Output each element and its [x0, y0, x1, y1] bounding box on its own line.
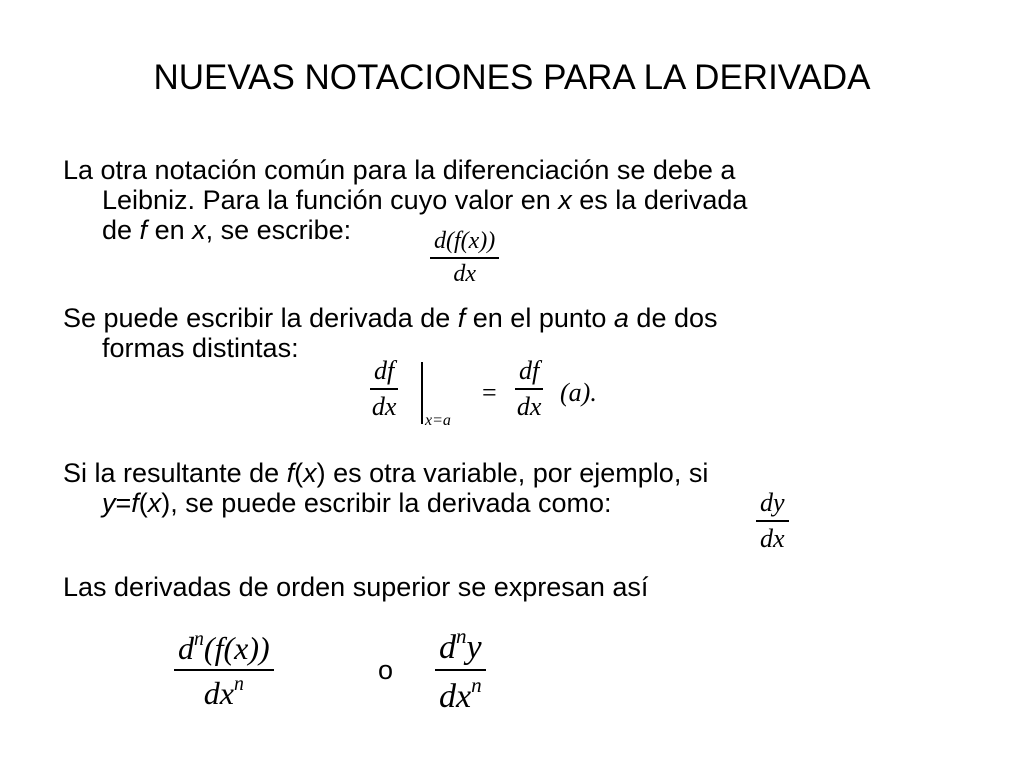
formula-tail: (a).: [560, 378, 597, 407]
var-x: x: [558, 185, 572, 215]
formula-numerator: [174, 628, 274, 669]
formula-dy-dx: [756, 488, 789, 554]
paragraph-line: [63, 458, 963, 488]
exponent-n: n: [456, 624, 467, 648]
text-run: Si la resultante de: [63, 458, 287, 488]
formula-numerator: [435, 624, 486, 669]
text-run: es la derivada: [571, 185, 748, 215]
formula-numerator: df: [374, 356, 395, 385]
exponent-n: n: [233, 672, 244, 695]
or-word: o: [378, 655, 394, 685]
text-run: en el punto: [465, 303, 614, 333]
var-f: f: [131, 488, 139, 518]
formula-denominator: dx: [516, 392, 542, 421]
symbol-d: d: [178, 629, 194, 666]
paragraph-point-derivative: [63, 303, 963, 363]
formula-denominator: [204, 671, 244, 712]
formula-numerator: df: [519, 356, 540, 385]
text-run: Leibniz. Para la función cuyo valor en: [102, 185, 559, 215]
page-title: NUEVAS NOTACIONES PARA LA DERIVADA: [153, 58, 871, 97]
var-y: y: [102, 488, 116, 518]
var-f: f: [286, 458, 295, 488]
equals-sign: =: [482, 378, 497, 407]
formula-eval-right: [515, 356, 543, 422]
paragraph-line: Las derivadas de orden superior se expresan así: [63, 572, 649, 602]
paragraph-line: [63, 303, 963, 333]
evaluation-subscript: x=a: [425, 412, 451, 429]
symbol-dx: dx: [439, 677, 472, 715]
paragraph-line: [63, 488, 963, 518]
var-a: a: [613, 303, 629, 333]
text-run: de: [102, 215, 140, 245]
var-x: x: [303, 458, 317, 488]
exponent-n: n: [194, 628, 204, 650]
var-y: y: [466, 628, 482, 666]
paragraph-leibniz: [63, 155, 963, 245]
text-run: Se puede escribir la derivada de: [63, 303, 458, 333]
formula-denominator: dx: [371, 392, 397, 421]
symbol-d: d: [439, 628, 456, 666]
exponent-n: n: [471, 672, 482, 697]
var-f: f: [139, 215, 148, 245]
paragraph-line: La otra notación común para la diferenciación se debe a: [63, 155, 736, 185]
formula-eval-left: [370, 356, 398, 422]
formula-denominator: dx: [760, 524, 785, 553]
var-f: f: [457, 303, 466, 333]
formula-argument: (f(x)): [203, 629, 270, 666]
formula-numerator: d(f(x)): [434, 228, 496, 254]
evaluation-bar: [421, 362, 423, 424]
text-run: =: [115, 488, 132, 518]
paragraph-higher-order: [63, 572, 963, 602]
text-run: en: [147, 215, 193, 245]
formula-higher-order-y: [435, 624, 486, 716]
text-run: ) es otra variable, por ejemplo, si: [316, 458, 709, 488]
paragraph-variable: [63, 458, 963, 518]
formula-higher-order-function: [174, 628, 274, 712]
text-run: (: [138, 488, 148, 518]
text-run: ), se puede escribir la derivada como:: [161, 488, 612, 518]
text-run: de dos: [628, 303, 718, 333]
formula-numerator: dy: [760, 488, 785, 517]
var-x: x: [147, 488, 162, 518]
paragraph-line: [63, 215, 963, 245]
formula-denominator: [439, 671, 482, 716]
text-run: , se escribe:: [205, 215, 352, 245]
symbol-dx: dx: [203, 674, 234, 711]
paragraph-line: [63, 185, 963, 215]
text-run: (: [294, 458, 304, 488]
var-x: x: [192, 215, 206, 245]
formula-denominator: dx: [453, 261, 476, 287]
formula-leibniz-derivative: [430, 228, 499, 288]
paragraph-line: formas distintas:: [102, 333, 299, 363]
